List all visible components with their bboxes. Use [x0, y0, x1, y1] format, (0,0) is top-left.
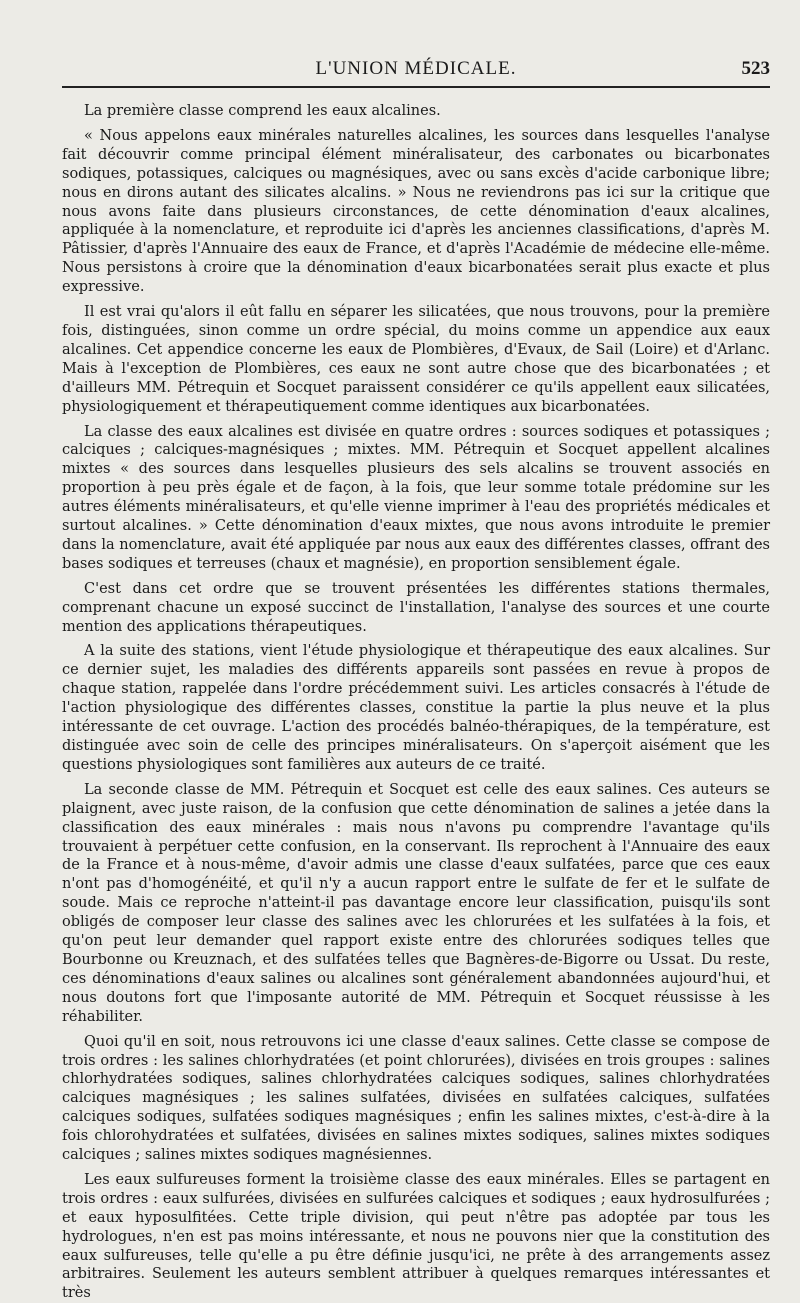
body-text [62, 102, 770, 1303]
paragraph: Quoi qu'il en soit, nous retrouvons ici une classe d'eaux salines. Cette classe se compose de trois ordres : les salines chlorhydratées (et point chlorurées), divisées en trois groupes : salines chlorhydratées sodiques, salines chlorhydratées calciques sodiques, salines chlorhydratées calciques magnésiques ; les salines sulfatées, divisées en sulfatées calciques, sulfatées calciques sodiques, sulfatées sodiques magnésiques ; enfin les salines mixtes, c'est-à-dire à la fois chlorohydratées et sulfatées, divisées en salines mixtes sodiques, salines mixtes sodiques calciques ; salines mixtes sodiques magnésiennes. [62, 1033, 770, 1164]
running-title: L'UNION MÉDICALE. [315, 58, 517, 79]
page-number: 523 [741, 58, 770, 79]
paragraph: La classe des eaux alcalines est divisée en quatre ordres : sources sodiques et potassiques ; calciques ; calciques-magnésiques ; mixtes. MM. Pétrequin et Socquet appellent alcalines mixtes « des sources dans lesquelles plusieurs des sels alcalins se trouvent associés en proportion à peu près égale et de façon, à la fois, que leur somme totale prédomine sur les autres éléments minéralisateurs, et qu'elle vienne imprimer à l'eau des propriétés médicales et surtout alcalines. » Cette dénomination d'eaux mixtes, que nous avons introduite le premier dans la nomenclature, avait été appliquée par nous aux eaux des différentes classes, offrant des bases sodiques et terreuses (chaux et magnésie), en proportion sensiblement égale. [62, 423, 770, 572]
paragraph: A la suite des stations, vient l'étude physiologique et thérapeutique des eaux alcalines. Sur ce dernier sujet, les maladies des différents appareils sont passées en revue à propos de chaque station, rappelée dans l'ordre précédemment suivi. Les articles consacrés à l'étude de l'action physiologique des différentes classes, constitue la partie la plus neuve et la plus intéressante de cet ouvrage. L'action des procédés balnéo-thérapiques, de la température, est distinguée avec soin de celle des principes minéralisateurs. On s'aperçoit aisément que les questions physiologiques sont familières aux auteurs de ce traité. [62, 643, 770, 773]
paragraph: Il est vrai qu'alors il eût fallu en séparer les silicatées, que nous trouvons, pour la première fois, distinguées, sinon comme un ordre spécial, du moins comme un appendice aux eaux alcalines. Cet appendice concerne les eaux de Plombières, d'Evaux, de Sail (Loire) et d'Arlanc. Mais à l'exception de Plombières, ces eaux ne sont autre chose que des bicarbonatées ; et d'ailleurs MM. Pétrequin et Socquet paraissent considérer ce qu'ils appellent eaux silicatées, physiologiquement et thérapeutiquement comme identiques aux bicarbonatées. [62, 304, 770, 415]
page-header [62, 52, 770, 88]
paragraph: Les eaux sulfureuses forment la troisième classe des eaux minérales. Elles se partagent en trois ordres : eaux sulfurées, divisées en sulfurées calciques et sodiques ; eaux hydrosulfurées ; et eaux hyposulfitées. Cette triple division, qui peut n'être pas adoptée par tous les hydrologues, n'en est pas moins intéressante, et nous ne pouvons nier que la constitution des eaux sulfureuses, telle qu'elle a pu être définie jusqu'ici, ne prête à des arrangements assez arbitraires. Seulement les auteurs semblent attribuer à quelques remarques intéressantes et très [62, 1171, 770, 1302]
paragraph: La première classe comprend les eaux alcalines. [84, 103, 441, 119]
paragraph: « Nous appelons eaux minérales naturelles alcalines, les sources dans lesquelles l'analyse fait découvrir comme principal élément minéralisateur, des carbonates ou bicarbonates sodiques, potassiques, calciques ou magnésiques, avec ou sans excès d'acide carbonique libre; nous en dirons autant des silicates alcalins. » Nous ne reviendrons pas ici sur la critique que nous avons faite dans plusieurs circonstances, de cette dénomination d'eaux alcalines, appliquée à la nomenclature, et reproduite ici d'après les anciennes classifications, d'après M. Pâtissier, d'après l'Annuaire des eaux de France, et d'après l'Académie de médecine elle-même. Nous persistons à croire que la dénomination d'eaux bicarbonatées serait plus exacte et plus expressive. [62, 127, 770, 296]
paragraph: C'est dans cet ordre que se trouvent présentées les différentes stations thermales, comprenant chacune un exposé succinct de l'installation, l'analyse des sources et une courte mention des applications thérapeutiques. [62, 580, 770, 635]
paragraph: La seconde classe de MM. Pétrequin et Socquet est celle des eaux salines. Ces auteurs se plaignent, avec juste raison, de la confusion que cette dénomination de salines a jetée dans la classification des eaux minérales : mais nous n'avons pu comprendre l'avantage qu'ils trouvaient à perpétuer cette confusion, en la conservant. Ils reprochent à l'Annuaire des eaux de la France et à nous-même, d'avoir admis une classe d'eaux sulfatées, parce que ces eaux n'ont pas d'homogénéité, et qu'il n'y a aucun rapport entre le sulfate de fer et le sulfate de soude. Mais ce reproche n'atteint-il pas davantage encore leur classification, puisqu'ils sont obligés de composer leur classe des salines avec les chlorurées et les sulfatées à la fois, et qu'on peut leur demander quel rapport existe entre des chlorurées sodiques telles que Bourbonne ou Kreuznach, et des sulfatées telles que Bagnères-de-Bigorre ou Ussat. Du reste, ces dénominations d'eaux salines ou alcalines sont généralement abandonnées aujourd'hui, et nous doutons fort que l'imposante autorité de MM. Pétrequin et Socquet réussisse à les réhabiliter. [62, 781, 770, 1025]
